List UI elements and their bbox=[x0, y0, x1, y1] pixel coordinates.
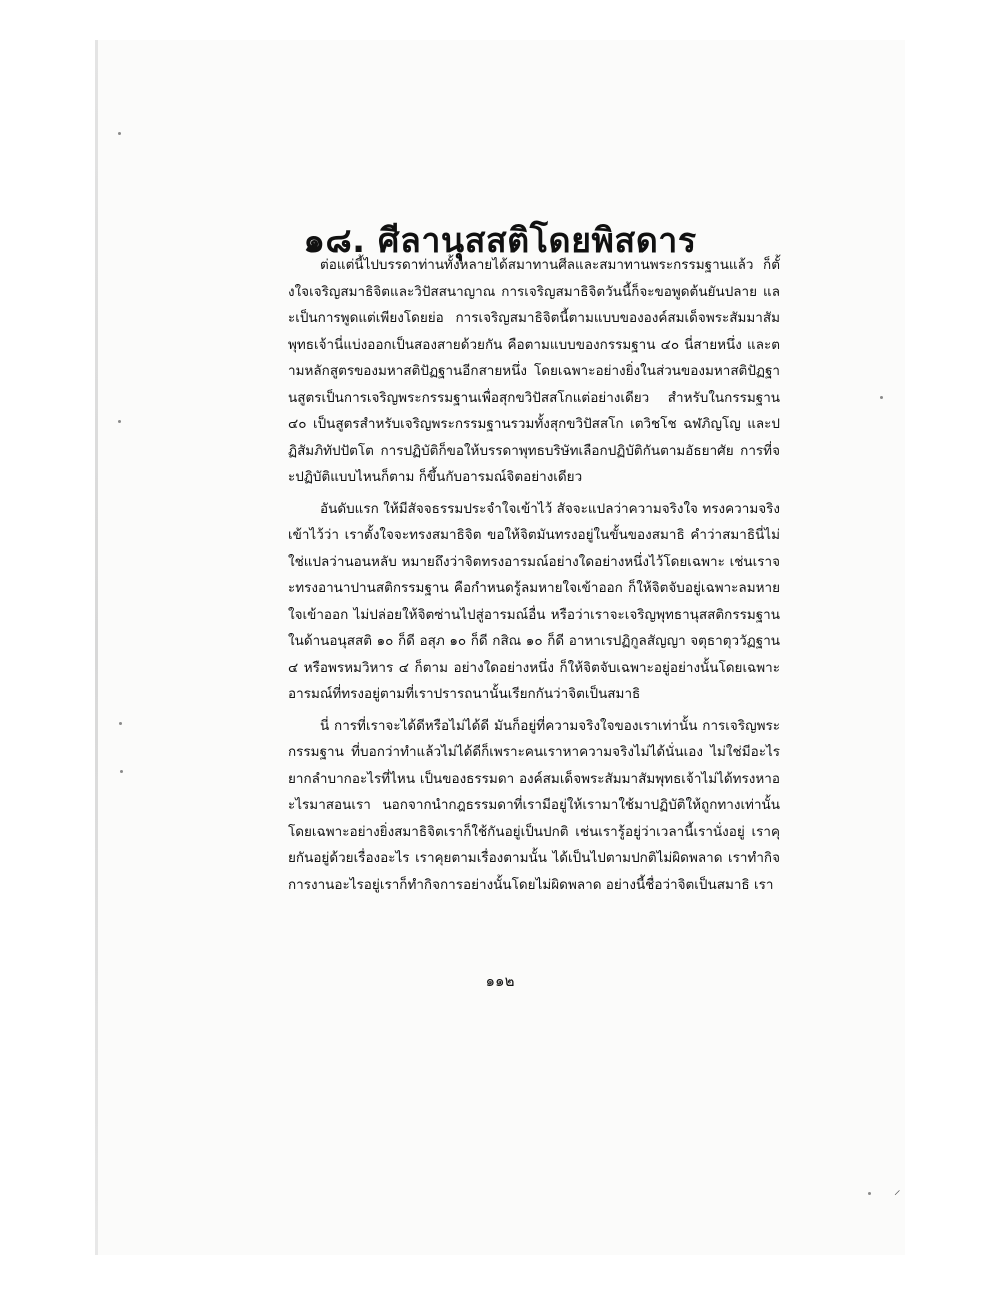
scan-speck bbox=[118, 420, 121, 423]
chapter-title: ๑๘. ศีลานุสสติโดยพิสดาร bbox=[303, 220, 697, 261]
paragraph: ต่อแต่นี้ไปบรรดาท่านทั้งหลายได้สมาทานศีลและสมาทานพระกรรมฐานแล้ว ก็ตั้งใจเจริญสมาธิจิตและวิปัสสนาญาณ การเจริญสมาธิจิตวันนี้ก็จะขอพูดต้นยันปลาย และเป็นการพูดแต่เพียงโดยย่อ การเจริญสมาธิจิตนี้ตามแบบขององค์สมเด็จพระสัมมาสัมพุทธเจ้านี่แบ่งออกเป็นสองสายด้วยกัน คือตามแบบของกรรมฐาน ๔๐ นี่สายหนึ่ง และตามหลักสูตรของมหาสติปัฏฐานอีกสายหนึ่ง โดยเฉพาะอย่างยิ่งในส่วนของมหาสติปัฏฐานสูตรเป็นการเจริญพระกรรมฐานเพื่อสุกขวิปัสสโกแต่อย่างเดียว สำหรับในกรรมฐาน ๔๐ เป็นสูตรสำหรับเจริญพระกรรมฐานรวมทั้งสุกขวิปัสสโก เตวิชโช ฉฬภิญโญ และปฏิสัมภิทัปปัตโต การปฏิบัติก็ขอให้บรรดาพุทธบริษัทเลือกปฏิบัติกันตามอัธยาศัย การที่จะปฏิบัติแบบไหนก็ตาม ก็ขึ้นกับอารมณ์จิตอย่างเดียว bbox=[288, 257, 780, 485]
paragraph: นี่ การที่เราจะได้ดีหรือไม่ได้ดี มันก็อยู่ที่ความจริงใจของเราเท่านั้น การเจริญพระกรรมฐาน ที่บอกว่าทำแล้วไม่ได้ดีก็เพราะคนเราหาความจริงไม่ได้นั่นเอง ไม่ใช่มีอะไรยากลำบากอะไรที่ไหน เป็นของธรรมดา องค์สมเด็จพระสัมมาสัมพุทธเจ้าไม่ได้ทรงหาอะไรมาสอนเรา นอกจากนำกฎธรรมดาที่เรามีอยู่ให้เรามาใช้มาปฏิบัติให้ถูกทางเท่านั้น โดยเฉพาะอย่างยิ่งสมาธิจิตเราก็ใช้กันอยู่เป็นปกติ เช่นเรารู้อยู่ว่าเวลานี้เรานั่งอยู่ เราคุยกันอยู่ด้วยเรื่องอะไร เราคุยตามเรื่องตามนั้น ได้เป็นไปตามปกติไม่ผิดพลาด เราทำกิจการงานอะไรอยู่เราก็ทำกิจการอย่างนั้นโดยไม่ผิดพลาด อย่างนี้ชื่อว่าจิตเป็นสมาธิ เรา bbox=[288, 717, 780, 893]
paragraph: อันดับแรก ให้มีสัจจธรรมประจำใจเข้าไว้ สัจจะแปลว่าความจริงใจ ทรงความจริงเข้าไว้ว่า เราตั้งใจจะทรงสมาธิจิต ขอให้จิตมันทรงอยู่ในขั้นของสมาธิ คำว่าสมาธินี่ไม่ใช่แปลว่านอนหลับ หมายถึงว่าจิตทรงอารมณ์อย่างใดอย่างหนึ่งไว้โดยเฉพาะ เช่นเราจะทรงอานาปานสติกรรมฐาน คือกำหนดรู้ลมหายใจเข้าออก ก็ให้จิตจับอยู่เฉพาะลมหายใจเข้าออก ไม่ปล่อยให้จิตซ่านไปสู่อารมณ์อื่น หรือว่าเราจะเจริญพุทธานุสสติกรรมฐานในด้านอนุสสติ ๑๐ ก็ดี อสุภ ๑๐ ก็ดี กสิณ ๑๐ ก็ดี อาหาเรปฏิกูลสัญญา จตุธาตุววัฏฐาน ๔ หรือพรหมวิหาร ๔ ก็ตาม อย่างใดอย่างหนึ่ง ก็ให้จิตจับเฉพาะอยู่อย่างนั้นโดยเฉพาะ อารมณ์ที่ทรงอยู่ตามที่เราปรารถนานั้นเรียกกันว่าจิตเป็นสมาธิ bbox=[288, 500, 780, 702]
scan-speck bbox=[868, 1192, 871, 1195]
scan-speck bbox=[880, 396, 883, 399]
scan-speck bbox=[120, 770, 123, 773]
scan-mark: ⸝ bbox=[894, 1183, 901, 1198]
body-text bbox=[288, 252, 780, 903]
scan-speck bbox=[118, 132, 121, 135]
scan-speck bbox=[119, 722, 122, 725]
page-number: ๑๑๒ bbox=[485, 972, 515, 990]
